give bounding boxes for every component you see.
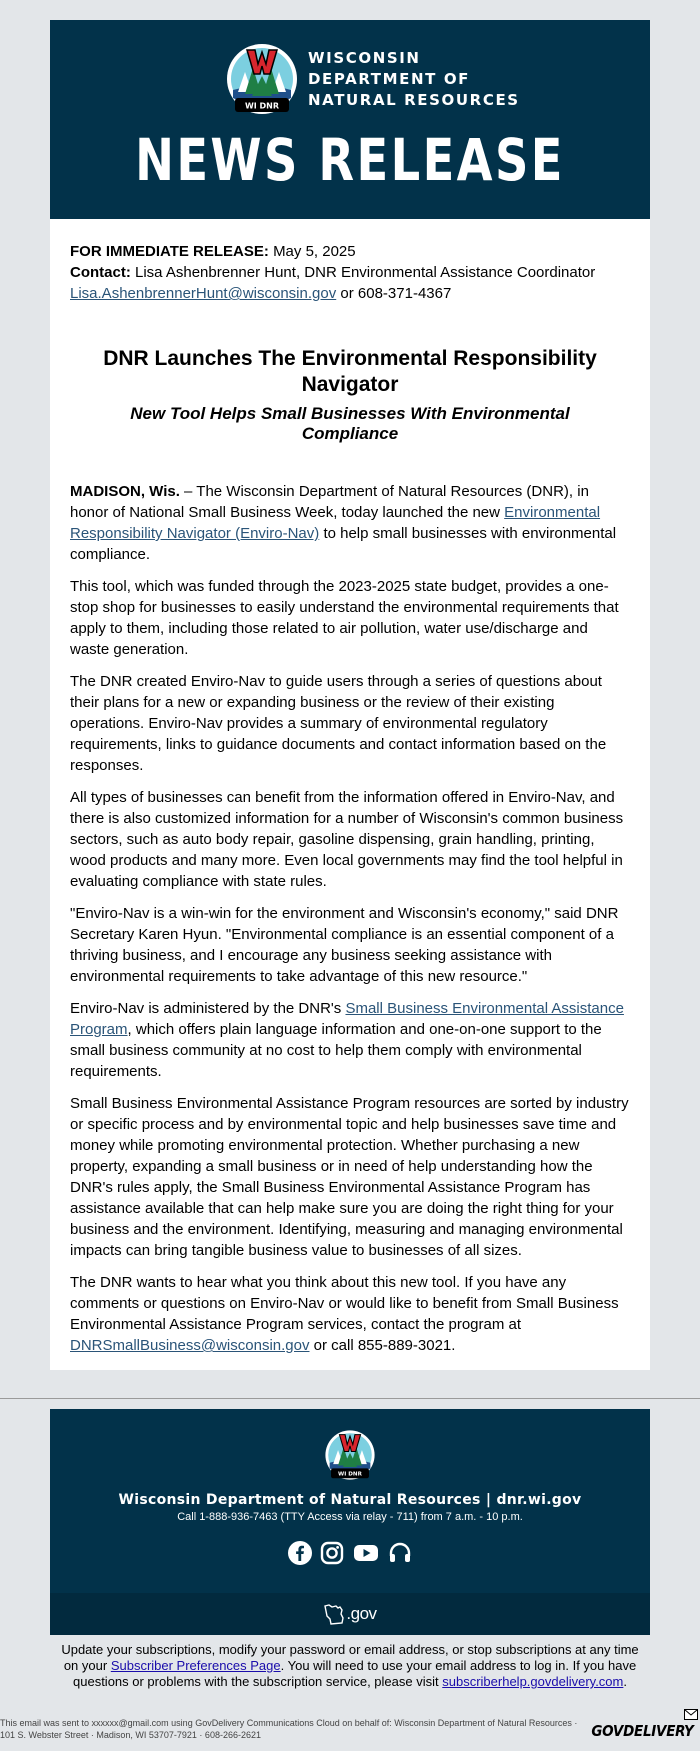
news-card (50, 20, 650, 1370)
headline: DNR Launches The Environmental Responsibility Navigator (103, 347, 597, 396)
news-release-title: NEWS RELEASE (135, 126, 565, 194)
paragraph-6-text-b: , which offers plain language information and one-on-one support to the small business community at no cost to help them comply with environmental requirements. (70, 1021, 602, 1080)
release-label: FOR IMMEDIATE RELEASE: (70, 243, 269, 260)
youtube-icon[interactable] (352, 1541, 380, 1565)
contact-phone: or 608-371-4367 (340, 285, 452, 302)
enviro-nav-link[interactable]: Environmental Responsibility Navigator (Enviro-Nav) (70, 504, 601, 542)
paragraph-8-text-a: The DNR wants to hear what you think about this new tool. If you have any comments or questions on Enviro-Nav or would like to benefit from Small Business Environmental Assistance Program services, contact the program at (70, 1274, 619, 1333)
release-meta (50, 219, 650, 304)
contact-email-line (70, 283, 630, 304)
dnr-logo[interactable] (225, 42, 520, 116)
subscription-notice (60, 1642, 640, 1690)
paragraph-1-text-a: – The Wisconsin Department of Natural Resources (DNR), in honor of National Small Business Week, today launched the new (70, 483, 589, 521)
small-business-email-link[interactable]: DNRSmallBusiness@wisconsin.gov (70, 1337, 310, 1354)
legal-footer: This email was sent to xxxxxx@gmail.com using GovDelivery Communications Cloud on behalf of: Wisconsin Department of Natural Resources · 101 S. Webster Street · Madison, WI 53707-7921 · 608-266-2621 (0, 1718, 578, 1740)
paragraph-1-text-b: to help small businesses with environmental compliance. (70, 525, 617, 563)
footer-call: Call 1-888-936-7463 (TTY Access via relay - 711) from 7 a.m. - 10 p.m. (177, 1511, 523, 1523)
wisconsin-outline-icon[interactable] (323, 1602, 345, 1626)
podcast-icon[interactable] (388, 1541, 412, 1565)
dateline: MADISON, Wis. (70, 483, 180, 500)
masthead (50, 20, 650, 219)
logo-line-2: DEPARTMENT OF (308, 69, 471, 88)
paragraph-6 (70, 998, 630, 1082)
wisconsin-gov-bar (50, 1593, 650, 1635)
paragraph-8-text-b: or call 855-889-3021. (313, 1337, 456, 1354)
paragraph-7: Small Business Environmental Assistance Program resources are sorted by industry or specific process and by environmental topic and help businesses save time and money while promoting environmental protection. Whether purchasing a new property, expanding a small business or in need of help understanding how the DNR's rules apply, the Small Business Environmental Assistance Program has assistance available that can help make sure you are doing the right thing for your business and the environment. Identifying, measuring and managing environmental impacts can bring tangible business value to businesses of all sizes. (70, 1095, 629, 1259)
article-body (50, 444, 650, 1356)
gov-label: .gov (346, 1604, 377, 1623)
footer-dnr-logo-icon[interactable] (324, 1429, 376, 1481)
contact-line (70, 262, 630, 283)
paragraph-8 (70, 1272, 630, 1356)
wi-dnr-logo-icon (225, 42, 299, 116)
envelope-icon (684, 1709, 698, 1721)
paragraph-6-text-a: Enviro-Nav is administered by the DNR's (70, 1000, 342, 1017)
instagram-icon[interactable] (320, 1541, 344, 1565)
subscription-text-c: . (623, 1674, 627, 1689)
release-line (70, 241, 630, 262)
footer-org[interactable]: Wisconsin Department of Natural Resources | dnr.wi.gov (118, 1492, 582, 1508)
paragraph-3: The DNR created Enviro-Nav to guide users through a series of questions about their plans for a new or expanding business or the review of their existing operations. Enviro-Nav provides a summary of environmental regulatory requirements, links to guidance documents and contact information based on the responses. (70, 673, 607, 774)
sbeap-link[interactable]: Small Business Environmental Assistance Program (70, 1000, 624, 1038)
footer-logo-badge: WI DNR (338, 1471, 362, 1478)
subscriber-preferences-link[interactable]: Subscriber Preferences Page (110, 1658, 281, 1673)
subscription-text-a: Update your subscriptions, modify your password or email address, or stop subscriptions at any time on your (61, 1642, 639, 1673)
footer (50, 1409, 650, 1635)
paragraph-1 (70, 481, 630, 565)
govdelivery-logo[interactable]: GOVDELIVERY (591, 1722, 694, 1740)
subscriber-help-link[interactable]: subscriberhelp.govdelivery.com (442, 1674, 624, 1689)
facebook-icon[interactable] (288, 1541, 312, 1565)
contact-email-link[interactable]: Lisa.AshenbrennerHunt@wisconsin.gov (70, 285, 337, 302)
social-links (50, 1541, 650, 1565)
paragraph-4: All types of businesses can benefit from the information offered in Enviro-Nav, and there is also customized information for a number of Wisconsin's common business sectors, such as auto body repair, gasoline dispensing, grain handling, printing, wood products and many more. Even local governments may find the tool helpful in evaluating compliance with state rules. (70, 789, 624, 890)
paragraph-5: "Enviro-Nav is a win-win for the environment and Wisconsin's economy," said DNR Secretary Karen Hyun. "Environmental compliance is an essential component of a thriving business, and I encourage any business seeking assistance with environmental requirements to take advantage of this new resource." (70, 905, 619, 985)
release-date: May 5, 2025 (273, 243, 356, 260)
subheadline: New Tool Helps Small Businesses With Environmental Compliance (130, 404, 570, 443)
subscription-text-b: . You will need to use your email address to log in. If you have questions or problems with the subscription service, please visit (73, 1658, 637, 1689)
contact-name: Lisa Ashenbrenner Hunt, DNR Environmental Assistance Coordinator (135, 264, 596, 281)
logo-badge: WI DNR (244, 101, 280, 111)
footer-divider (0, 1398, 700, 1399)
contact-label: Contact: (70, 264, 131, 281)
logo-line-3: NATURAL RESOURCES (308, 90, 520, 109)
paragraph-2: This tool, which was funded through the 2023-2025 state budget, provides a one-stop shop for businesses to easily understand the environmental requirements that apply to them, including those related to air pollution, water use/discharge and waste generation. (70, 578, 619, 658)
logo-line-1: WISCONSIN (308, 48, 421, 67)
logo-wordmark (308, 48, 520, 111)
